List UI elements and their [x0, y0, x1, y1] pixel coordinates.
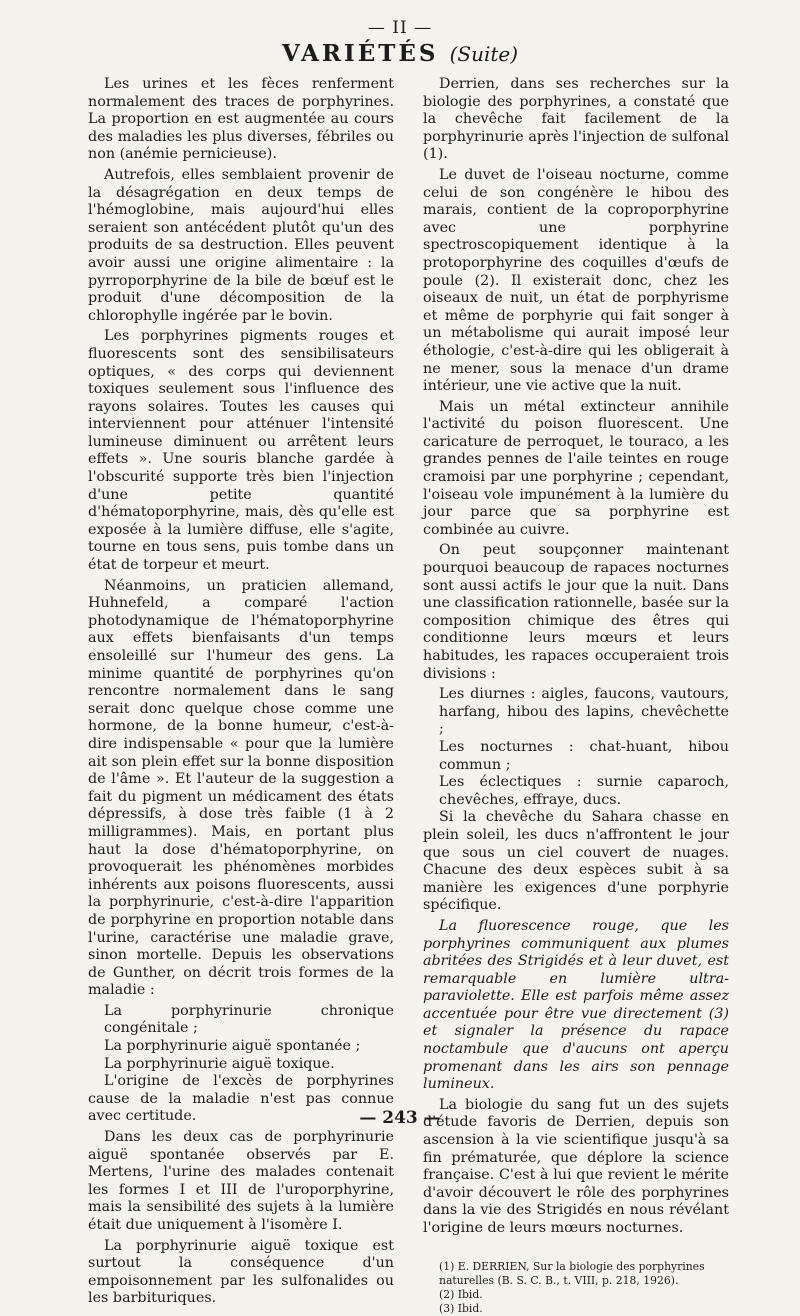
paragraph: Autrefois, elles semblaient provenir de la désagrégation en deux temps de l'hémoglobine, mais aujourd'hui elles seraient son antécédent plutôt qu'un des produits de sa destruction. Elles peuvent avoir aussi une origine alimentaire : la pyrroporphyrine de la bile de bœuf est le produit d'une décomposition de la chlorophylle ingérée par le bovin.: [88, 166, 394, 324]
paragraph: Néanmoins, un praticien allemand, Huhnefeld, a comparé l'action photodynamique de l'hématoporphyrine aux effets bienfaisants d'un temps ensoleillé sur l'humeur des gens. La minime quantité de porphyrines qu'on rencontre normalement dans le sang serait donc quelque chose comme une hormone, de la bonne humeur, c'est-à-dire indispensable « pour que la lumière ait son plein effet sur la bonne disposition de l'âme ». Et l'auteur de la suggestion a fait du pigment un médicament des états dépressifs, à dose très faible (1 à 2 milligrammes). Mais, en portant plus haut la dose d'hématoporphyrine, on provoquerait les phénomènes morbides inhérents aux poisons fluorescents, aussi la porphyrinurie, c'est-à-dire l'apparition de porphyrine en proportion notable dans l'urine, caractérise une maladie grave, sinon mortelle. Depuis les observations de Gunther, on décrit trois formes de la maladie :: [88, 577, 394, 999]
paragraph: Derrien, dans ses recherches sur la biologie des porphyrines, a constaté que la chevêche fait facilement de la porphyrinurie après l'injection de sulfonal (1).: [423, 76, 729, 163]
footnotes: [423, 1260, 729, 1316]
paragraph: Dans les deux cas de porphyrinurie aiguë spontanée observés par E. Mertens, l'urine des malades contenait les formes I et III de l'uroporphyrine, mais la sensibilité des sujets à la lumière était due uniquement à l'isomère I.: [88, 1129, 394, 1233]
list-item: La porphyrinurie chronique congénitale ;: [104, 1002, 394, 1037]
footnote: (1) E. DERRIEN, Sur la biologie des porphyrines naturelles (B. S. C. B., t. VIII, p. 218, 1926).: [439, 1259, 705, 1287]
paragraph: La porphyrinurie aiguë toxique est surtout la conséquence d'un empoisonnement par les sulfonalides ou les barbituriques.: [88, 1237, 394, 1307]
italic-paragraph: La fluorescence rouge, que les porphyrines communiquent aux plumes abritées des Strigidés et à leur duvet, est remarquable en lumière ultra-paraviolette. Elle est parfois même assez accentuée pour être vue directement (3) et signaler la présence du rapace noctambule que d'aucuns ont aperçu promenant dans les airs son pennage lumineux.: [423, 917, 729, 1093]
footnote: (3) Ibid.: [439, 1301, 483, 1315]
right-column: [423, 76, 729, 1316]
paragraph: La biologie du sang fut un des sujets d'étude favoris de Derrien, depuis son ascension à la vie scientifique jusqu'à sa fin prématurée, que déplore la science française. C'est à lui que revient le mérite d'avoir découvert le rôle des porphyrines dans la vie des Strigidés en nous révélant l'origine de leurs mœurs nocturnes.: [423, 1096, 729, 1236]
list-item: Les éclectiques : surnie caparoch, chevêches, effraye, ducs.: [439, 774, 729, 808]
title-text: VARIÉTÉS: [281, 40, 439, 67]
section-title: [0, 40, 800, 67]
list-item: Les diurnes : aigles, faucons, vautours, harfang, hibou des lapins, chevêchette ;: [439, 686, 729, 738]
list-item: La porphyrinurie aiguë spontanée ;: [104, 1038, 361, 1055]
list-item: Les nocturnes : chat-huant, hibou commun ;: [439, 738, 729, 773]
footnote: (2) Ibid.: [439, 1287, 483, 1301]
paragraph: Mais un métal extincteur annihile l'activité du poison fluorescent. Une caricature de perroquet, le touraco, a les grandes pennes de l'aile teintes en rouge cramoisi par une porphyrine ; cependant, l'oiseau vole impunément à la lumière du jour parce que sa porphyrine est combinée au cuivre.: [423, 398, 729, 538]
paragraph: Le duvet de l'oiseau nocturne, comme celui de son congénère le hibou des marais, contient de la coproporphyrine avec une porphyrine spectroscopiquement identique à la protoporphyrine des coquilles d'œufs de poule (2). Il existerait donc, chez les oiseaux de nuit, un état de porphyrisme et même de porphyrie qui fait songer à un métabolisme qui aurait imposé leur éthologie, c'est-à-dire qui les obligerait à ne mener, sous la menace d'un drame intérieur, une vie active que la nuit.: [423, 166, 729, 395]
running-head-number: — II —: [367, 18, 433, 38]
paragraph: Si la chevêche du Sahara chasse en plein soleil, les ducs n'affrontent le jour que sous un ciel couvert de nuages. Chacune des deux espèces subit à sa manière les exigences d'une porphyrie spécifique.: [423, 809, 729, 914]
title-suffix: (Suite): [449, 42, 519, 66]
paragraph: On peut soupçonner maintenant pourquoi beaucoup de rapaces nocturnes sont aussi actifs le jour que la nuit. Dans une classification rationnelle, basée sur la composition chimique des êtres qui conditionne leurs mœurs et leurs habitudes, les rapaces occuperaient trois divisions :: [423, 542, 729, 682]
paragraph: L'origine de l'excès de porphyrines cause de la maladie n'est pas connue avec certitude.: [88, 1073, 394, 1125]
page-number: — 243 —: [359, 1108, 441, 1128]
paragraph: Les porphyrines pigments rouges et fluorescents sont des sensibilisateurs optiques, « des corps qui deviennent toxiques seulement sous l'influence des rayons solaires. Toutes les causes qui interviennent pour atténuer l'intensité lumineuse diminuent ou arrêtent leurs effets ». Une souris blanche gardée à l'obscurité supporte très bien l'injection d'une petite quantité d'hématoporphyrine, mais, dès qu'elle est exposée à la lumière diffuse, elle s'agite, tourne en tous sens, puis tombe dans un état de torpeur et meurt.: [88, 328, 394, 574]
list-item: La porphyrinurie aiguë toxique.: [104, 1055, 335, 1072]
paragraph: Les urines et les fèces renferment normalement des traces de porphyrines. La proportion en est augmentée au cours des maladies les plus diverses, fébriles ou non (anémie pernicieuse).: [88, 76, 394, 163]
